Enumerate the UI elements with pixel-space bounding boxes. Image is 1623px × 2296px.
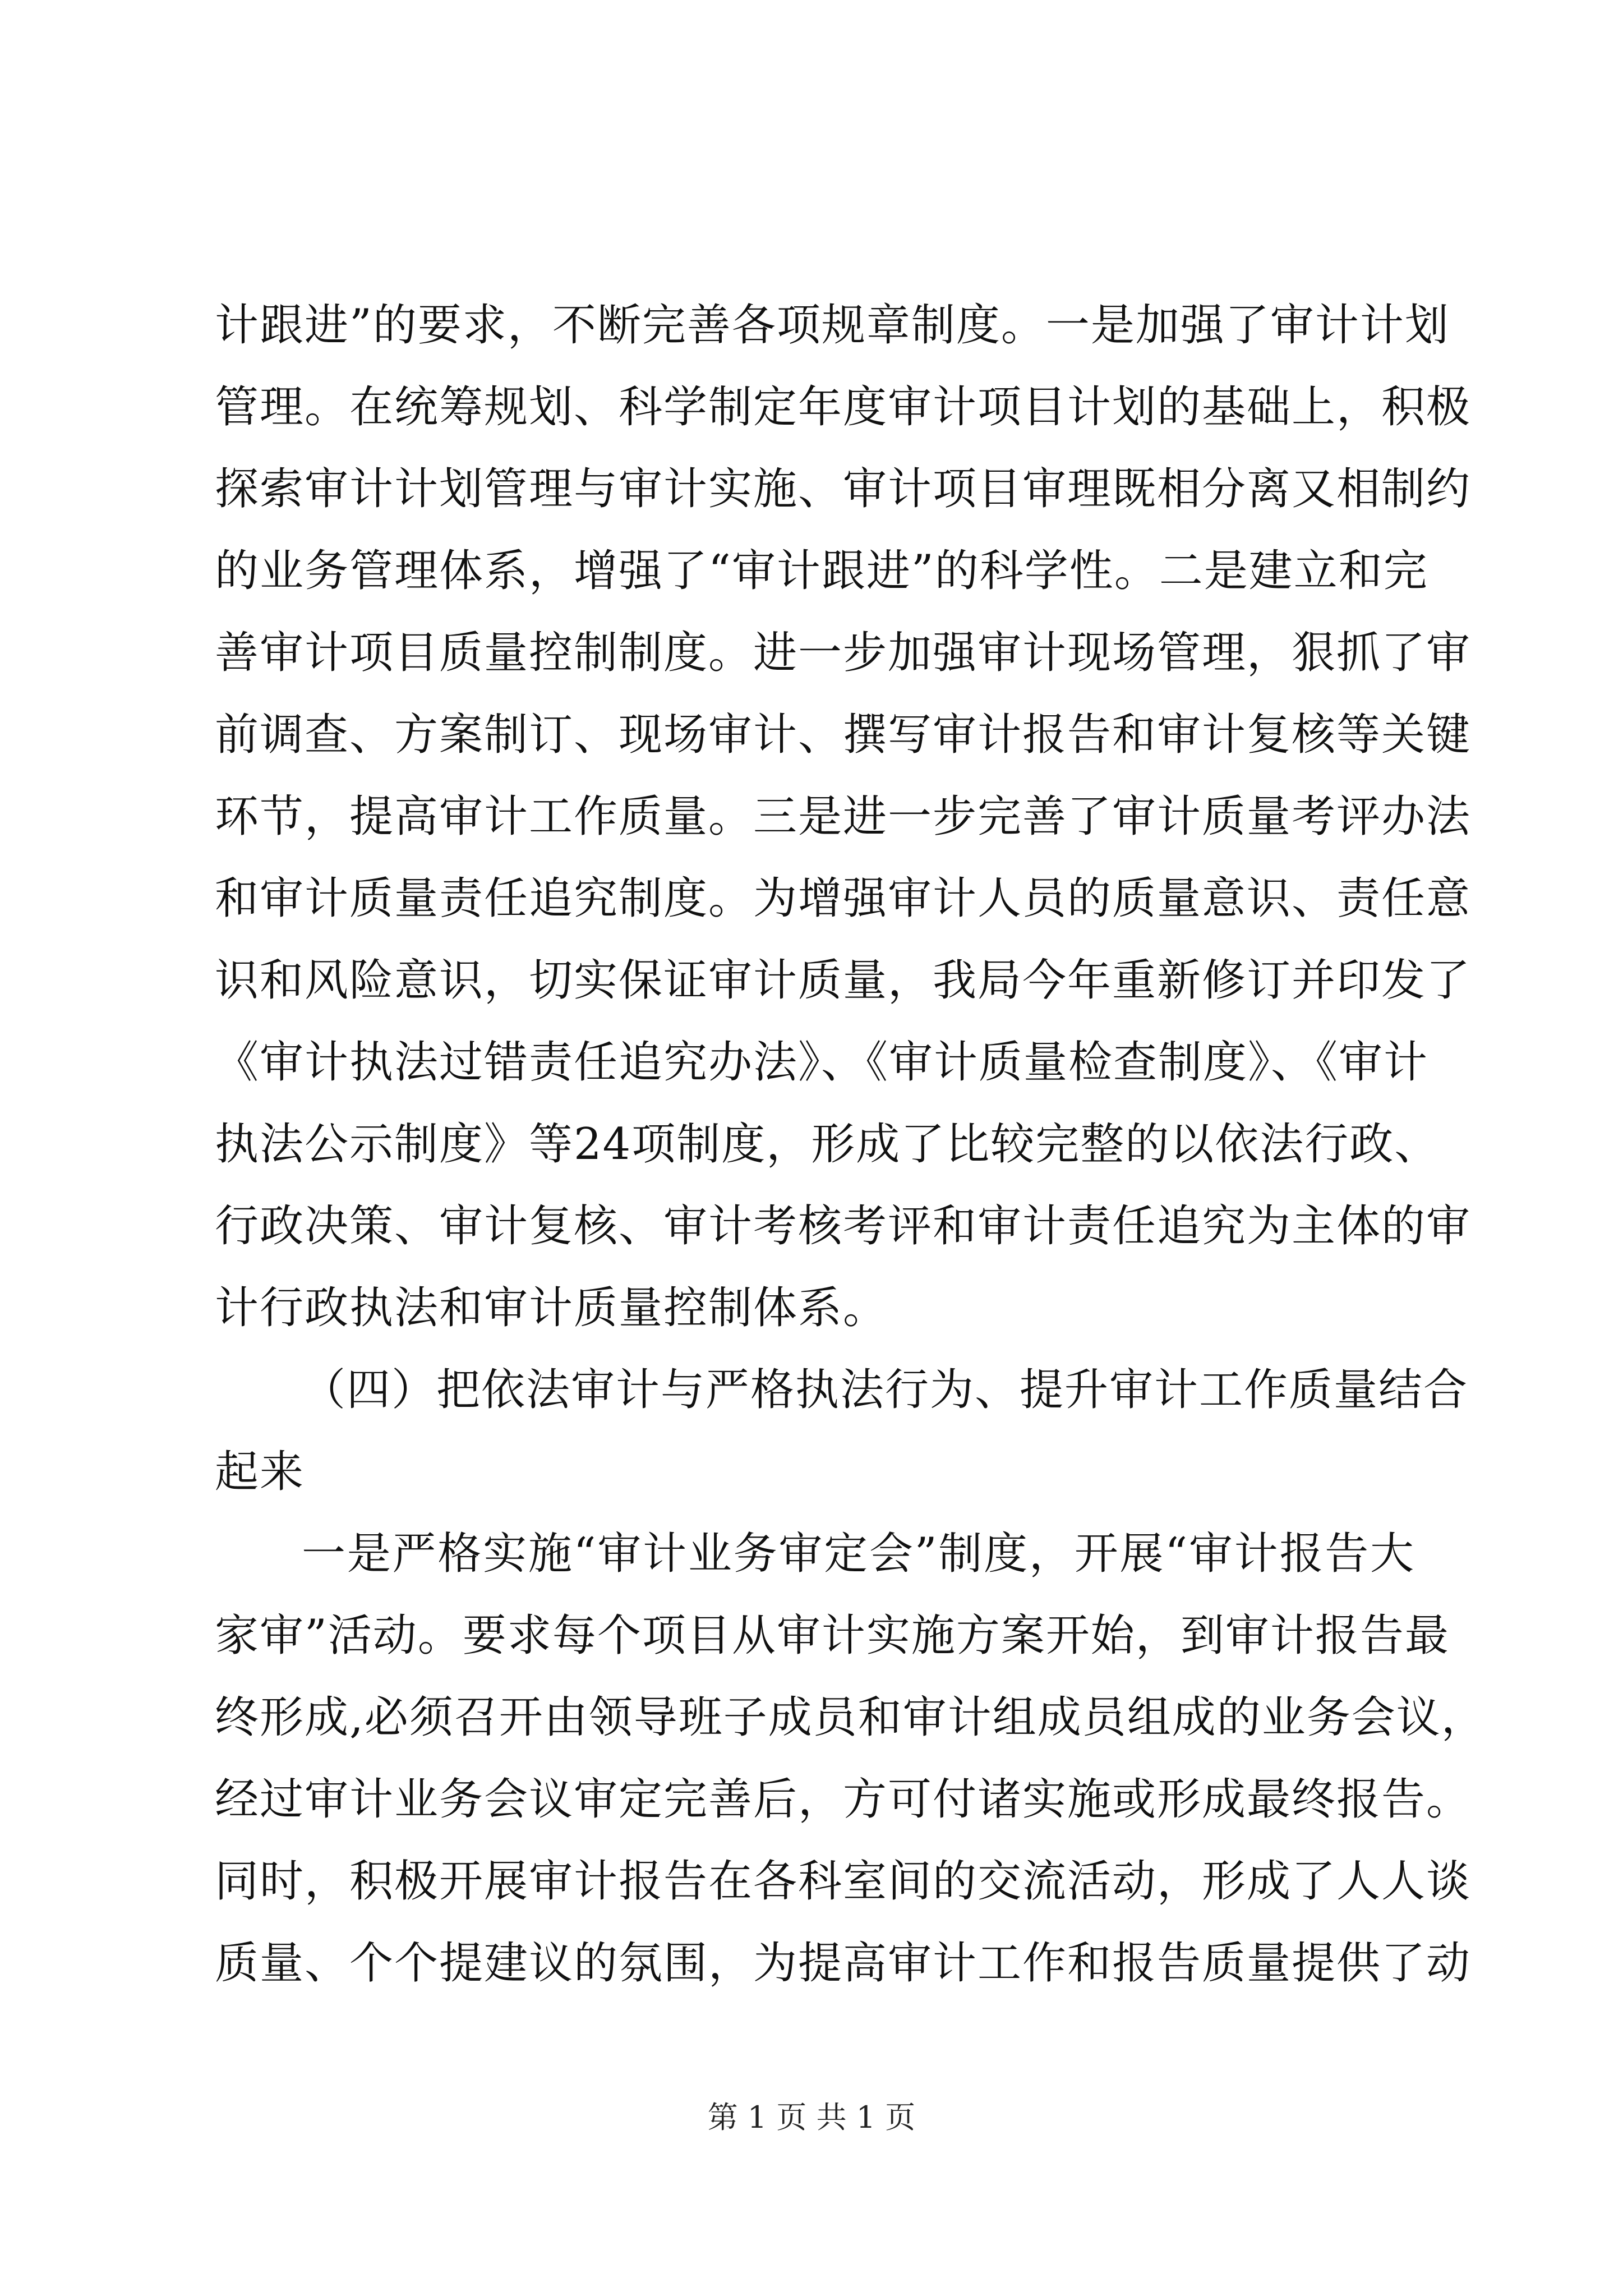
- text-line-7: 环节，提高审计工作质量。三是进一步完善了审计质量考评办法: [215, 792, 1472, 842]
- text-line-3: 探索审计计划管理与审计实施、审计项目审理既相分离又相制约: [215, 464, 1472, 514]
- text-line-17: 家审”活动。要求每个项目从审计实施方案开始，到审计报告最: [215, 1611, 1450, 1661]
- section-heading-line-2: 起来: [215, 1447, 305, 1497]
- text-line-1: 计跟进”的要求，不断完善各项规章制度。一是加强了审计计划: [215, 300, 1450, 351]
- section-heading-line-1: （四）把依法审计与严格执法行为、提升审计工作质量结合: [302, 1365, 1469, 1415]
- page-footer: 第 1 页 共 1 页: [707, 2100, 916, 2135]
- text-line-11: 执法公示制度》等24项制度，形成了比较完整的以依法行政、: [215, 1119, 1440, 1170]
- text-line-18: 终形成,必须召开由领导班子成员和审计组成员组成的业务会议，: [215, 1692, 1486, 1743]
- text-line-12: 行政决策、审计复核、审计考核考评和审计责任追究为主体的审: [215, 1201, 1472, 1251]
- text-line-5: 善审计项目质量控制制度。进一步加强审计现场管理，狠抓了审: [215, 628, 1472, 678]
- text-line-16: 一是严格实施“审计业务审定会”制度，开展“审计报告大: [302, 1529, 1415, 1579]
- text-line-10: 《审计执法过错责任追究办法》、《审计质量检查制度》、《审计: [215, 1037, 1429, 1088]
- text-line-9: 识和风险意识，切实保证审计质量，我局今年重新修订并印发了: [215, 955, 1472, 1006]
- text-line-4: 的业务管理体系，增强了“审计跟进”的科学性。二是建立和完: [215, 546, 1428, 596]
- text-line-13: 计行政执法和审计质量控制体系。: [215, 1283, 888, 1333]
- text-line-6: 前调查、方案制订、现场审计、撰写审计报告和审计复核等关键: [215, 710, 1472, 760]
- text-line-2: 管理。在统筹规划、科学制定年度审计项目计划的基础上，积极: [215, 382, 1472, 432]
- text-line-21: 质量、个个提建议的氛围，为提高审计工作和报告质量提供了动: [215, 1938, 1472, 1989]
- text-line-8: 和审计质量责任追究制度。为增强审计人员的质量意识、责任意: [215, 873, 1472, 924]
- text-line-20: 同时，积极开展审计报告在各科室间的交流活动，形成了人人谈: [215, 1856, 1472, 1907]
- text-line-19: 经过审计业务会议审定完善后，方可付诸实施或形成最终报告。: [215, 1774, 1472, 1825]
